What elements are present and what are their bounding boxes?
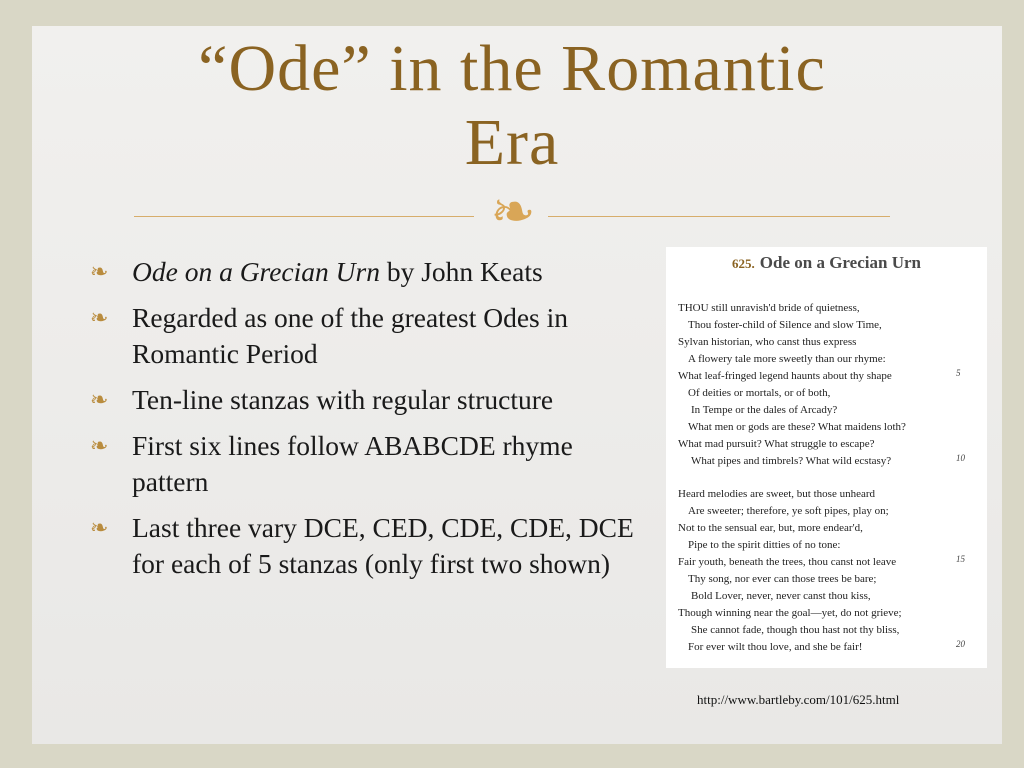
poem-line: Though winning near the goal—yet, do not grieve; [678,607,902,619]
poem-image [666,247,987,668]
title-divider-right [548,216,890,217]
poem-line: What men or gods are these? What maidens loth? [688,421,906,433]
poem-line: Of deities or mortals, or of both, [688,387,831,399]
line-number: 10 [956,453,965,463]
poem-line: Sylvan historian, who canst thus express [678,336,857,348]
poem-title [666,253,987,273]
poem-line: Thy song, nor ever can those trees be bare; [688,573,877,585]
bullet-italic-text: Ode on a Grecian Urn [132,256,380,287]
line-number: 20 [956,639,965,649]
poem-line: Are sweeter; therefore, ye soft pipes, play on; [688,505,889,517]
title-line-1: “Ode” in the Romantic [198,32,826,105]
bullet-text: Regarded as one of the greatest Odes in Romantic Period [132,302,569,369]
bullet-list [90,254,650,592]
poem-line: For ever wilt thou love, and she be fair! [688,641,863,653]
poem-line: In Tempe or the dales of Arcady? [691,404,838,416]
bullet-item [90,382,650,418]
bullet-text: Ten-line stanzas with regular structure [132,384,554,415]
poem-line: What leaf-fringed legend haunts about thy shape [678,370,892,382]
bullet-item [90,300,650,372]
bullet-item [90,254,650,290]
poem-number: 625. [732,256,755,271]
line-number: 15 [956,554,965,564]
title-line-2: Era [464,106,560,179]
slide-title [0,32,1024,180]
title-divider-left [134,216,474,217]
poem-line: Pipe to the spirit ditties of no tone: [688,539,841,551]
poem-line: Not to the sensual ear, but, more endear'd, [678,522,863,534]
poem-name: Ode on a Grecian Urn [759,253,921,272]
bullet-icon: ❧ [90,515,109,540]
bullet-text: Last three vary DCE, CED, CDE, CDE, DCE for each of 5 stanzas (only first two shown) [132,512,634,579]
bullet-icon: ❧ [90,433,109,458]
bullet-item [90,428,650,500]
bullet-icon: ❧ [90,259,109,284]
poem-line: What mad pursuit? What struggle to escape? [678,438,875,450]
bullet-text: by John Keats [379,256,543,287]
poem-line: She cannot fade, though thou hast not thy bliss, [691,624,900,636]
poem-line: A flowery tale more sweetly than our rhyme: [688,353,886,365]
poem-line: Heard melodies are sweet, but those unheard [678,488,876,500]
poem-line: What pipes and timbrels? What wild ecstasy? [691,455,892,467]
poem-line: Bold Lover, never, never canst thou kiss, [691,590,871,602]
ornament-icon: ❧ [490,182,536,242]
bullet-icon: ❧ [90,305,109,330]
poem-line: Thou foster-child of Silence and slow Time, [688,319,882,331]
bullet-text: First six lines follow ABABCDE rhyme pattern [132,430,573,497]
poem-line: Fair youth, beneath the trees, thou canst not leave [678,556,897,568]
bullet-icon: ❧ [90,387,109,412]
poem-line: THOU still unravish'd bride of quietness, [678,302,860,314]
source-url: http://www.bartleby.com/101/625.html [697,692,900,707]
line-number: 5 [956,368,961,378]
bullet-item [90,510,650,582]
